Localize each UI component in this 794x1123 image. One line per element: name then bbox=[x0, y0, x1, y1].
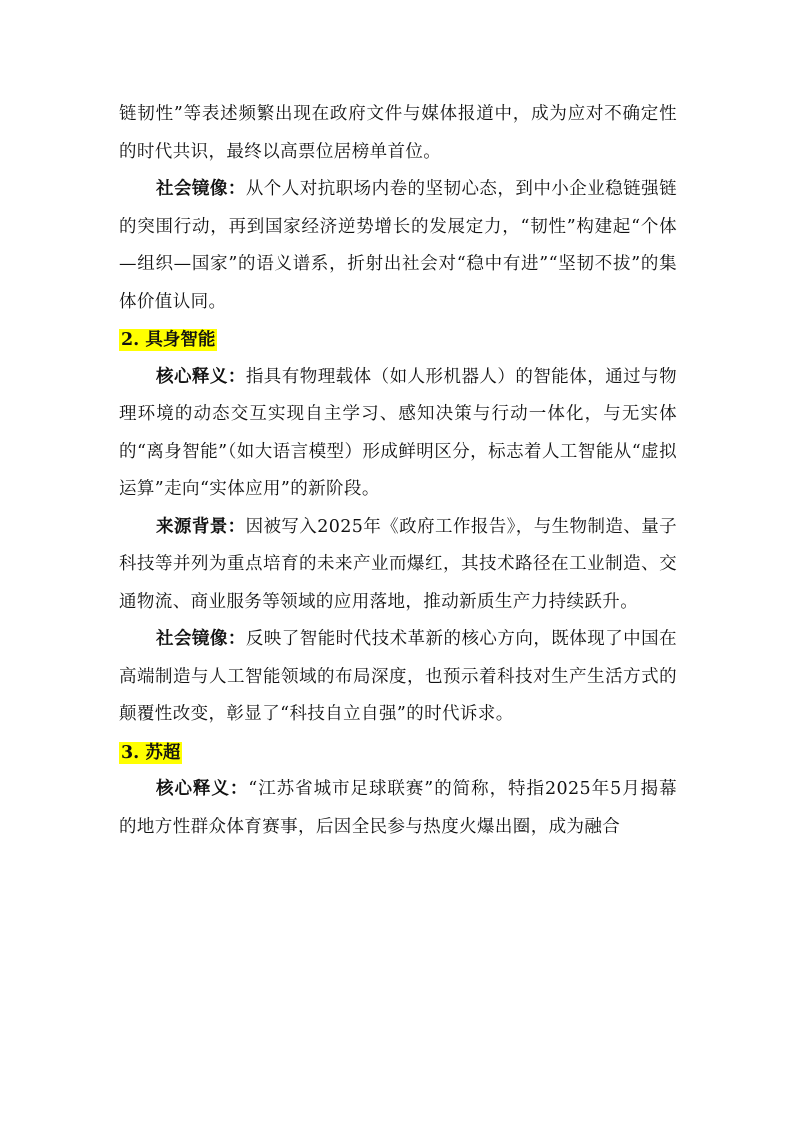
paragraph-text: 因被写入2025年《政府工作报告》，与生物制造、量子科技等并列为重点培育的未来产业而爆红，其技术路径在工业制造、交通物流、商业服务等领域的应用落地，推动新质生产力持续跃升。 bbox=[119, 516, 678, 612]
paragraph-text: 指具有物理载体（如人形机器人）的智能体，通过与物理环境的动态交互实现自主学习、感知决策与行动一体化，与无实体的“离身智能”（如大语言模型）形成鲜明区分，标志着人工智能从“虚拟运算”走向“实体应用”的新阶段。 bbox=[119, 366, 677, 499]
paragraph-text: 从个人对抗职场内卷的坚韧心态，到中小企业稳链强链的突围行动，再到国家经济逆势增长的发展定力，“韧性”构建起“个体—组织—国家”的语义谱系，折射出社会对“稳中有进”“坚韧不拔”的集体价值认同。 bbox=[119, 179, 677, 312]
section-heading-row bbox=[119, 321, 677, 359]
paragraph-text: “江苏省城市足球联赛”的简称，特指2025年5月揭幕的地方性群众体育赛事，后因全民参与热度火爆出圈，成为融合 bbox=[119, 779, 678, 837]
paragraph-resilience-source-tail: 链韧性”等表述频繁出现在政府文件与媒体报道中，成为应对不确定性的时代共识，最终以高票位居榜单首位。 bbox=[119, 104, 677, 162]
paragraph-su-super-core bbox=[119, 771, 677, 846]
term-label: 核心释义： bbox=[156, 779, 249, 799]
term-label: 社会镜像： bbox=[156, 629, 246, 649]
paragraph-embodied-core bbox=[119, 359, 677, 509]
paragraph-embodied-source bbox=[119, 509, 677, 622]
term-label: 社会镜像： bbox=[156, 179, 246, 199]
section-heading-embodied-ai: 2. 具身智能 bbox=[121, 330, 216, 350]
document-body bbox=[119, 96, 677, 846]
term-label: 来源背景： bbox=[156, 516, 246, 537]
term-label: 核心释义： bbox=[156, 366, 246, 387]
paragraph-text: 反映了智能时代技术革新的核心方向，既体现了中国在高端制造与人工智能领域的布局深度，也预示着科技对生产生活方式的颠覆性改变，彰显了“科技自立自强”的时代诉求。 bbox=[119, 629, 677, 724]
section-heading-su-super: 3. 苏超 bbox=[121, 742, 181, 763]
paragraph-resilience-social bbox=[119, 171, 677, 321]
paragraph-embodied-social bbox=[119, 621, 677, 734]
section-heading-row bbox=[119, 734, 677, 772]
